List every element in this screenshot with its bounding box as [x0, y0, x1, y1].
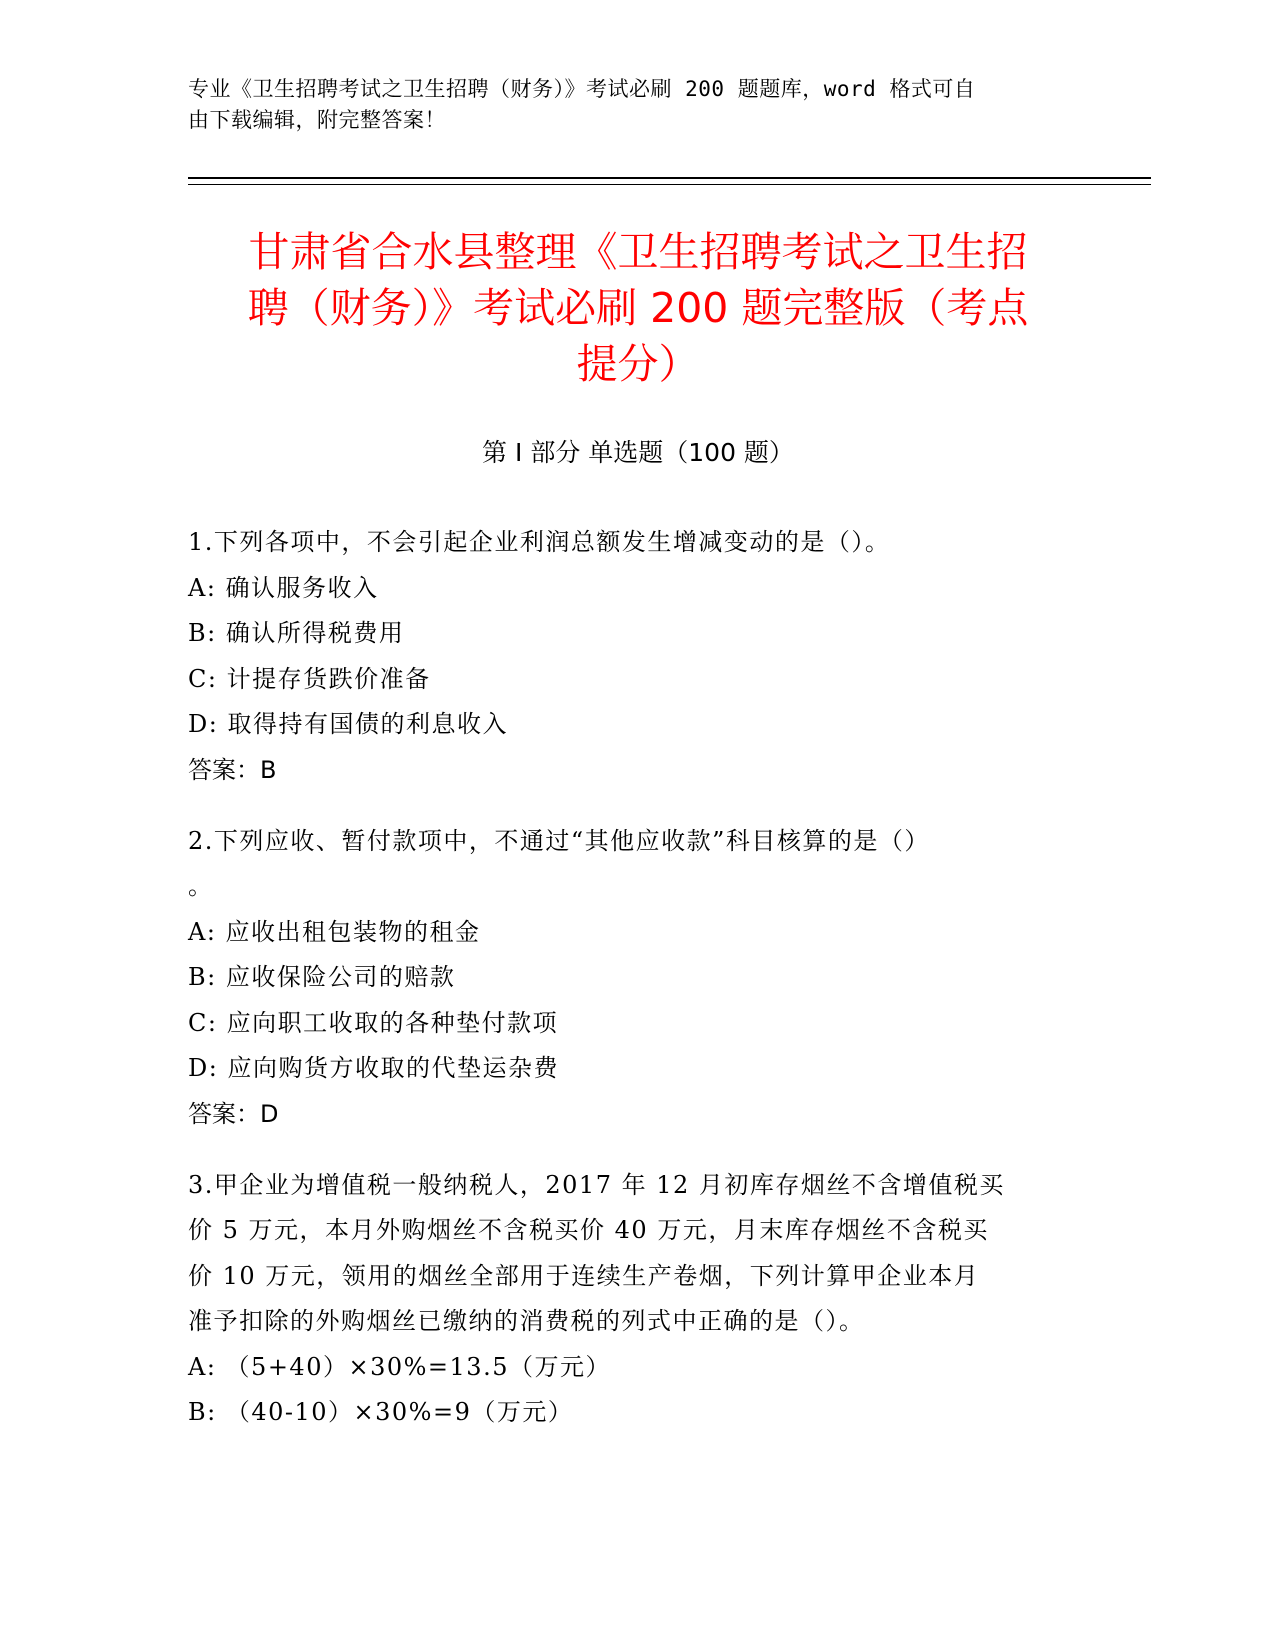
question-list [188, 520, 1088, 1462]
question-option: D: 取得持有国债的利息收入 [188, 710, 508, 738]
question-option: B: 确认所得税费用 [188, 619, 405, 647]
question-stem: 价 10 万元，领用的烟丝全部用于连续生产卷烟，下列计算甲企业本月 [188, 1261, 980, 1290]
question-item [188, 819, 1088, 1137]
question-option: B: 应收保险公司的赔款 [188, 963, 456, 991]
header-divider-thin [188, 184, 1151, 185]
question-answer: 答案：D [188, 1099, 279, 1128]
question-option: C: 计提存货跌价准备 [188, 664, 431, 693]
header-note-line: 专业《卫生招聘考试之卫生招聘（财务）》考试必刷 200 题题库，word 格式可自 [188, 77, 976, 101]
question-answer: 答案：B [188, 755, 277, 784]
section-heading: 第 I 部分 单选题（100 题） [482, 438, 794, 467]
header-note [188, 74, 1088, 136]
question-stem: 3.甲企业为增值税一般纳税人，2017 年 12 月初库存烟丝不含增值税买 [188, 1170, 1005, 1199]
question-option: B: （40-10）×30%=9（万元） [188, 1398, 574, 1426]
question-stem: 价 5 万元，本月外购烟丝不含税买价 40 万元，月末库存烟丝不含税买 [188, 1216, 989, 1244]
question-stem: 1.下列各项中，不会引起企业利润总额发生增减变动的是（）。 [188, 528, 891, 556]
title-line: 提分） [576, 340, 700, 388]
question-stem: 。 [188, 872, 214, 900]
question-stem: 2.下列应收、暂付款项中，不通过“其他应收款”科目核算的是（） [188, 826, 930, 855]
document-title [188, 224, 1088, 392]
question-option: A: 确认服务收入 [188, 573, 379, 602]
question-option: A: （5+40）×30%=13.5（万元） [188, 1352, 611, 1381]
title-line: 聘（财务）》考试必刷 200 题完整版（考点 [247, 284, 1029, 332]
question-option: D: 应向购货方收取的代垫运杂费 [188, 1054, 559, 1082]
header-divider-thick [188, 177, 1151, 179]
question-item [188, 1163, 1088, 1436]
question-item [188, 520, 1088, 793]
header-note-line: 由下载编辑，附完整答案！ [188, 108, 446, 132]
title-line: 甘肃省合水县整理《卫生招聘考试之卫生招 [248, 228, 1028, 276]
question-stem: 准予扣除的外购烟丝已缴纳的消费税的列式中正确的是（）。 [188, 1307, 865, 1335]
question-option: A: 应收出租包装物的租金 [188, 917, 481, 946]
question-option: C: 应向职工收取的各种垫付款项 [188, 1008, 559, 1037]
